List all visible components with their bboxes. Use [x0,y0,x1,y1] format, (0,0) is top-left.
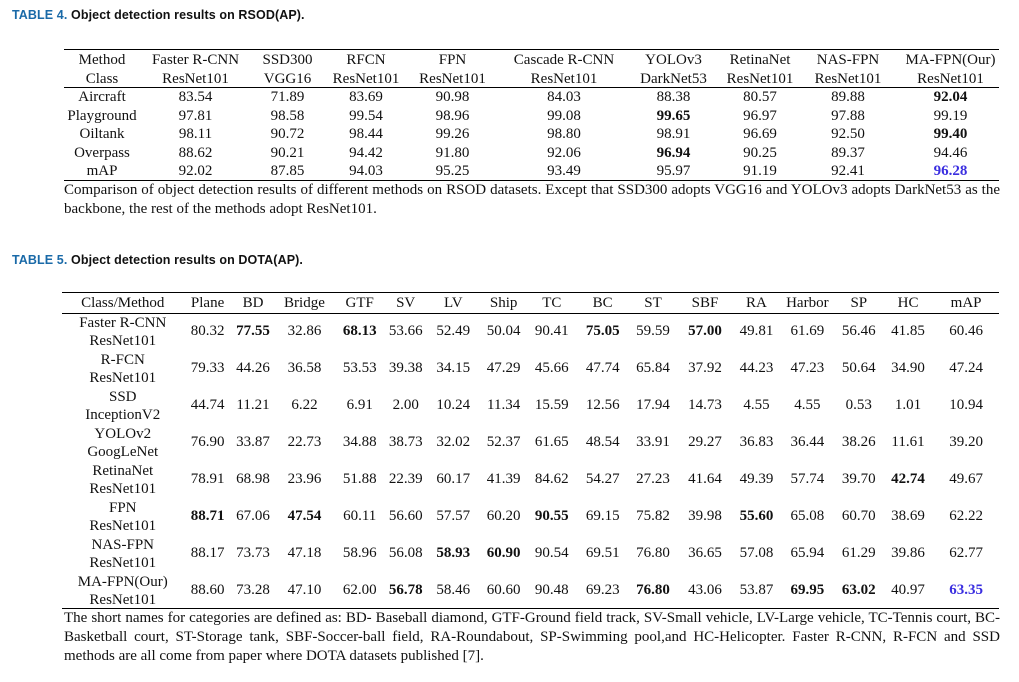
table4-header-cell: ResNet101 [419,70,486,87]
table5-row [62,313,999,350]
table5-value-cell: 40.97 [891,581,925,598]
table5-value-cell: 41.39 [486,470,521,487]
table5-row [62,535,999,572]
table5-value-cell: 56.60 [388,507,423,524]
table4-value-cell: 94.03 [349,163,383,179]
method-backbone: GoogLeNet [87,443,159,460]
table5-note: The short names for categories are defined as: BD- Baseball diamond, GTF-Ground field track, SV-Small vehicle, LV-Large vehicle, TC-Tennis court, BC-Basketball court, ST-Storage tank, SBF-Soccer-ball field, RA-Roundabout, SP-Swimming pool,and HC-Helicopter. Faster R-CNN, R-FCN and SSD methods are all come from paper where DOTA datasets published [7]. [64,610,1000,664]
table4-header-row [64,51,1009,70]
table5-value-cell: 22.73 [287,433,322,450]
table5-value-cell: 53.66 [388,322,423,339]
table5-value-cell: 1.01 [894,396,922,413]
table5-value-cell: 51.88 [342,470,377,487]
table5-value-cell: 59.59 [636,322,670,339]
table5-method-cell [62,498,184,535]
table5-value-cell: 48.54 [585,433,620,450]
table5-value-cell: 34.90 [891,359,925,376]
table5-value-cell: 65.84 [636,359,670,376]
table4-header-cell: FPN [438,52,467,68]
table5-value-cell: 45.66 [534,359,569,376]
table5-value-cell: 29.27 [688,433,722,450]
table5-value-cell: 33.87 [236,433,270,450]
table5-value-cell: 57.74 [790,470,825,487]
table5-value-cell: 90.55 [534,507,569,524]
table5-value-cell: 57.08 [739,544,774,561]
table4-class-cell: Playground [67,107,137,124]
table4 [64,51,1009,181]
method-name: Faster R-CNN [79,314,167,331]
table5-value-cell: 62.77 [949,544,983,561]
table5-value-cell: 6.22 [291,396,318,413]
table5-value-cell: 36.83 [739,433,774,450]
table5-value-cell: 55.60 [739,507,774,524]
table5-method-cell [62,350,184,387]
table5-value-cell: 62.00 [342,581,377,598]
table4-value-cell: 98.91 [656,126,691,142]
table4-value-cell: 83.69 [349,89,383,105]
table5-header-cell: ST [644,295,662,311]
table5-value-cell: 88.60 [190,581,225,598]
method-name: R-FCN [100,351,145,368]
table5-header-cell: Bridge [284,295,325,311]
table5-value-cell: 73.73 [236,544,270,561]
table5-title: Object detection results on DOTA(AP). [71,253,303,267]
table4-top-rule [64,49,999,50]
table4-value-cell: 92.50 [831,126,865,142]
table4-value-cell: 98.11 [178,126,213,142]
table4-row [64,88,1009,107]
table5-value-cell: 69.15 [585,507,620,524]
table5-value-cell: 76.80 [636,544,670,561]
table5-value-cell: 58.93 [436,544,471,561]
table5-value-cell: 68.98 [236,470,270,487]
table5-value-cell: 10.94 [949,396,983,413]
table4-header-row [64,70,1009,89]
table4-value-cell: 89.37 [831,144,865,161]
table5-value-cell: 32.02 [436,433,471,450]
table5-value-cell: 49.39 [739,470,774,487]
table5-value-cell: 49.81 [739,322,774,339]
table4-row [64,144,1009,163]
table5-value-cell: 41.85 [891,322,925,339]
table5-row [62,572,999,609]
method-backbone: ResNet101 [89,517,157,534]
method-name: FPN [108,499,137,516]
table4-header-cell: Cascade R-CNN [513,52,615,68]
table4-value-cell: 99.40 [933,126,968,142]
table4-class-cell: Oiltank [79,126,125,142]
table5-value-cell: 90.54 [534,544,569,561]
table5-header-cell: Class/Method [81,295,165,311]
table5-value-cell: 32.86 [287,322,322,339]
table4-value-cell: 87.85 [270,163,305,179]
table5-value-cell: 52.49 [436,322,471,339]
table5-value-cell: 12.56 [585,396,620,413]
table5-value-cell: 4.55 [743,396,770,413]
table5-value-cell: 79.33 [190,359,225,376]
table5-value-cell: 42.74 [891,470,925,487]
table4-value-cell: 98.44 [349,126,383,142]
table5-value-cell: 57.00 [688,322,722,339]
table5-value-cell: 44.74 [190,396,225,413]
table4-header-cell: Class [85,70,119,87]
table5-value-cell: 88.17 [190,544,225,561]
table5-value-cell: 39.70 [841,470,876,487]
table5-header-cell: mAP [950,295,982,311]
table4-value-cell: 88.38 [656,89,691,105]
table5-value-cell: 38.69 [891,507,925,524]
table4-header-cell: VGG16 [263,70,312,87]
method-name: YOLOv2 [94,425,152,442]
table4-value-cell: 97.81 [178,107,213,124]
table5-value-cell: 56.46 [841,322,876,339]
table5-value-cell: 39.20 [949,433,983,450]
table4-value-cell: 92.02 [178,163,213,179]
table5-value-cell: 37.92 [688,359,722,376]
table5-value-cell: 38.73 [388,433,423,450]
table5-value-cell: 22.39 [388,470,423,487]
table5-value-cell: 11.61 [891,433,925,450]
table5-value-cell: 17.94 [636,396,670,413]
table5-value-cell: 65.94 [790,544,825,561]
table5-value-cell: 56.78 [388,581,423,598]
table5-header-cell: BD [242,295,264,311]
table4-class-cell: mAP [86,163,118,179]
table5-value-cell: 53.53 [342,359,377,376]
table5-value-cell: 2.00 [392,396,419,413]
table5-value-cell: 39.86 [891,544,925,561]
table4-header-cell: DarkNet53 [640,70,707,87]
table5-value-cell: 61.69 [790,322,825,339]
table5-value-cell: 39.38 [388,359,423,376]
table5-value-cell: 77.55 [236,322,270,339]
table5-value-cell: 47.74 [585,359,620,376]
table5-value-cell: 33.91 [636,433,670,450]
table4-row [64,107,1009,126]
table4-caption [12,8,305,22]
table5-value-cell: 63.02 [841,581,876,598]
table5-header-cell: SBF [691,295,719,311]
table4-header-cell: SSD300 [262,52,313,68]
table5-value-cell: 39.98 [688,507,722,524]
table5-value-cell: 47.23 [790,359,825,376]
table5-value-cell: 61.29 [841,544,876,561]
table4-value-cell: 98.80 [547,126,581,142]
table4-header-cell: ResNet101 [814,70,882,87]
method-backbone: ResNet101 [89,332,157,349]
table4-value-cell: 92.04 [933,89,968,105]
table5-value-cell: 50.64 [841,359,876,376]
table5-value-cell: 15.59 [534,396,569,413]
table4-title: Object detection results on RSOD(AP). [71,8,305,22]
table5-value-cell: 11.21 [236,396,270,413]
table5-value-cell: 69.95 [790,581,825,598]
table5-value-cell: 44.23 [739,359,774,376]
table5-header-cell: GTF [345,295,374,311]
table5-value-cell: 4.55 [794,396,821,413]
table4-value-cell: 99.54 [349,107,383,124]
table4-value-cell: 96.97 [743,107,777,124]
table4-value-cell: 83.54 [178,89,213,105]
table4-value-cell: 98.96 [435,107,470,124]
table4-value-cell: 96.69 [743,126,777,142]
table4-header-cell: ResNet101 [917,70,984,87]
table4-value-cell: 99.08 [547,107,581,124]
table4-value-cell: 95.25 [435,163,470,179]
table5-value-cell: 67.06 [236,507,270,524]
table4-value-cell: 91.19 [743,163,777,179]
table5-method-cell [62,572,184,609]
table4-value-cell: 92.06 [547,144,581,161]
table4-value-cell: 91.80 [435,144,470,161]
table5-value-cell: 80.32 [190,322,225,339]
table5-value-cell: 47.54 [287,507,322,524]
method-name: SSD [108,388,137,405]
table4-value-cell: 90.21 [270,144,305,161]
table4-header-cell: ResNet101 [162,70,229,87]
table5-method-cell [62,313,184,350]
table5-value-cell: 69.51 [585,544,620,561]
table5-row [62,461,999,498]
table4-value-cell: 97.88 [831,107,865,124]
table4-value-cell: 71.89 [270,89,305,105]
table5-value-cell: 60.11 [343,507,377,524]
table5-value-cell: 47.10 [287,581,322,598]
table5-value-cell: 90.48 [534,581,569,598]
table5-value-cell: 52.37 [486,433,521,450]
table5-value-cell: 58.46 [436,581,471,598]
table5-method-cell [62,387,184,424]
table4-class-cell: Aircraft [78,89,126,105]
table5-value-cell: 0.53 [845,396,872,413]
table5-method-cell [62,535,184,572]
table4-header-cell: ResNet101 [726,70,794,87]
method-name: MA-FPN(Our) [77,573,168,590]
table4-header-cell: ResNet101 [530,70,598,87]
table5-header-cell: LV [443,295,463,311]
table5-value-cell: 65.08 [790,507,825,524]
table5-value-cell: 36.44 [790,433,825,450]
table5-value-cell: 54.27 [585,470,620,487]
table5-value-cell: 50.04 [486,322,521,339]
table5-value-cell: 56.08 [388,544,423,561]
table5-value-cell: 88.71 [190,507,225,524]
table4-header-cell: NAS-FPN [816,52,880,68]
method-name: NAS-FPN [91,536,155,553]
table5-header-cell: SV [396,295,416,311]
table4-value-cell: 90.98 [435,89,470,105]
table4-value-cell: 93.49 [547,163,581,179]
table5-value-cell: 75.05 [585,322,620,339]
table5-value-cell: 63.35 [949,581,983,598]
table4-value-cell: 89.88 [831,89,865,105]
table5-value-cell: 11.34 [487,396,521,413]
table4-header-cell: ResNet101 [332,70,400,87]
table5-value-cell: 60.20 [486,507,521,524]
table5-value-cell: 36.58 [287,359,322,376]
table5-row [62,424,999,461]
table4-value-cell: 88.62 [178,144,213,161]
table4-value-cell: 92.41 [831,163,865,179]
table5-row [62,498,999,535]
table5-value-cell: 60.46 [949,322,983,339]
table5-method-cell [62,461,184,498]
table5 [62,293,999,609]
table4-label: TABLE 4. [12,8,68,22]
table5-value-cell: 60.70 [841,507,876,524]
table5-value-cell: 49.67 [949,470,983,487]
table5-value-cell: 76.80 [636,581,670,598]
table4-row [64,162,1009,181]
method-backbone: ResNet101 [89,591,157,608]
table5-value-cell: 36.65 [688,544,722,561]
table5-value-cell: 43.06 [688,581,722,598]
table5-row [62,350,999,387]
table5-row [62,387,999,424]
table5-value-cell: 47.18 [287,544,322,561]
table5-method-cell [62,424,184,461]
table5-value-cell: 14.73 [688,396,722,413]
table5-value-cell: 60.17 [436,470,471,487]
table5-header-cell: Ship [489,295,518,311]
table5-value-cell: 23.96 [287,470,322,487]
table5-value-cell: 68.13 [342,322,377,339]
table4-value-cell: 96.94 [656,144,691,161]
table5-value-cell: 60.90 [486,544,521,561]
table4-value-cell: 94.46 [933,144,968,161]
table4-header-cell: RetinaNet [729,52,791,68]
table4-note: Comparison of object detection results of different methods on RSOD datasets. Except that SSD300 adopts VGG16 and YOLOv3 adopts DarkNet53 as the backbone, the rest of the methods adopt ResNet101. [64,182,1000,217]
table5-value-cell: 44.26 [236,359,270,376]
table5-header-cell: Harbor [786,295,829,311]
table5-value-cell: 61.65 [534,433,569,450]
method-backbone: ResNet101 [89,369,157,386]
table5-value-cell: 10.24 [436,396,471,413]
table5-value-cell: 34.88 [342,433,377,450]
table4-value-cell: 90.72 [270,126,305,142]
table5-value-cell: 75.82 [636,507,670,524]
table5-value-cell: 41.64 [688,470,722,487]
table5-header-cell: TC [542,295,562,311]
table4-value-cell: 94.42 [349,144,383,161]
table5-value-cell: 27.23 [636,470,670,487]
table5-value-cell: 6.91 [346,396,373,413]
table5-value-cell: 60.60 [486,581,521,598]
table5-header-cell: HC [897,295,919,311]
table5-value-cell: 57.57 [436,507,471,524]
table4-value-cell: 80.57 [743,89,777,105]
table4-header-cell: RFCN [346,52,386,68]
table5-caption [12,253,303,267]
table5-value-cell: 47.29 [486,359,521,376]
table4-value-cell: 95.97 [656,163,691,179]
method-backbone: ResNet101 [89,554,157,571]
table4-class-cell: Overpass [74,144,130,161]
table4-value-cell: 96.28 [933,163,968,179]
method-name: RetinaNet [92,462,154,479]
table4-header-cell: Faster R-CNN [151,52,240,68]
table4-value-cell: 90.25 [743,144,777,161]
table5-header-cell: BC [592,295,613,311]
table4-value-cell: 99.65 [656,107,691,124]
table4-value-cell: 84.03 [547,89,581,105]
table5-label: TABLE 5. [12,253,68,267]
table5-value-cell: 90.41 [534,322,569,339]
table5-header-row [62,293,999,313]
table5-value-cell: 76.90 [190,433,225,450]
table5-header-cell: RA [746,295,767,311]
table4-value-cell: 99.19 [933,107,968,124]
table4-header-cell: MA-FPN(Our) [905,52,996,68]
method-backbone: ResNet101 [89,480,157,497]
table5-value-cell: 69.23 [585,581,620,598]
table4-header-cell: Method [78,52,126,68]
table5-value-cell: 84.62 [534,470,569,487]
method-backbone: InceptionV2 [85,406,161,423]
table5-value-cell: 62.22 [949,507,983,524]
table5-value-cell: 78.91 [190,470,225,487]
table5-value-cell: 73.28 [236,581,270,598]
table5-header-cell: Plane [190,295,225,311]
table5-value-cell: 34.15 [436,359,471,376]
table5-value-cell: 58.96 [342,544,377,561]
table4-header-cell: YOLOv3 [645,52,702,68]
table4-value-cell: 99.26 [435,126,470,142]
table4-row [64,125,1009,144]
table5-value-cell: 47.24 [949,359,983,376]
table4-value-cell: 98.58 [270,107,305,124]
table5-value-cell: 38.26 [841,433,876,450]
table5-value-cell: 53.87 [739,581,774,598]
table5-header-cell: SP [850,295,868,311]
